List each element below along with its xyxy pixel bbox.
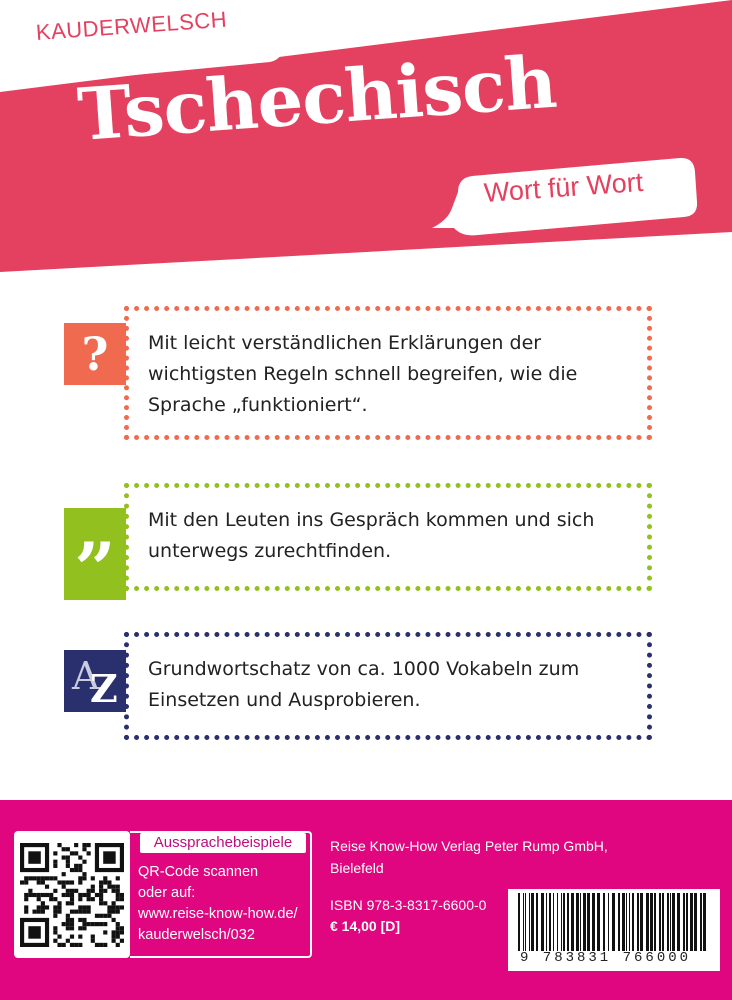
audio-instruction: oder auf: [138,885,196,901]
audio-url[interactable]: www.reise-know-how.de/ [138,906,298,922]
question-mark-icon: ? [64,323,126,385]
feature-text: Mit den Leuten ins Gespräch kommen und sich unterwegs zurechtfinden. [148,509,595,562]
isbn: ISBN 978-3-8317-6600-0 [330,897,487,913]
feature-box-vocabulary [124,632,652,740]
price: € 14,00 [D] [330,918,401,934]
publisher-city: Bielefeld [330,860,384,876]
publisher-name: Reise Know-How Verlag Peter Rump GmbH, [330,838,608,854]
book-subtitle: Wort für Wort [482,166,645,208]
audio-url[interactable]: kauderwelsch/032 [138,927,255,943]
feature-text: Grundwortschatz von ca. 1000 Vokabeln zum Einsetzen und Ausprobieren. [148,658,580,711]
a-z-icon: A Z [64,650,126,712]
feature-text: Mit leicht verständlichen Erklärungen der wichtigsten Regeln schnell begreifen, wie die Sprache „funktioniert“. [148,332,578,416]
audio-heading: Aussprachebeispiele [140,833,306,853]
series-name: KAUDERWELSCH [35,6,228,45]
feature-box-conversation [124,483,652,591]
audio-instruction: QR-Code scannen [138,864,259,880]
barcode-number: 9 783831 766000 [520,950,692,966]
quotation-mark-icon: ” [64,508,126,600]
qr-code-icon [20,843,124,947]
barcode-icon [508,893,720,953]
book-title: Tschechisch [75,38,559,157]
qr-code[interactable] [14,831,130,958]
feature-box-rules [124,306,652,440]
